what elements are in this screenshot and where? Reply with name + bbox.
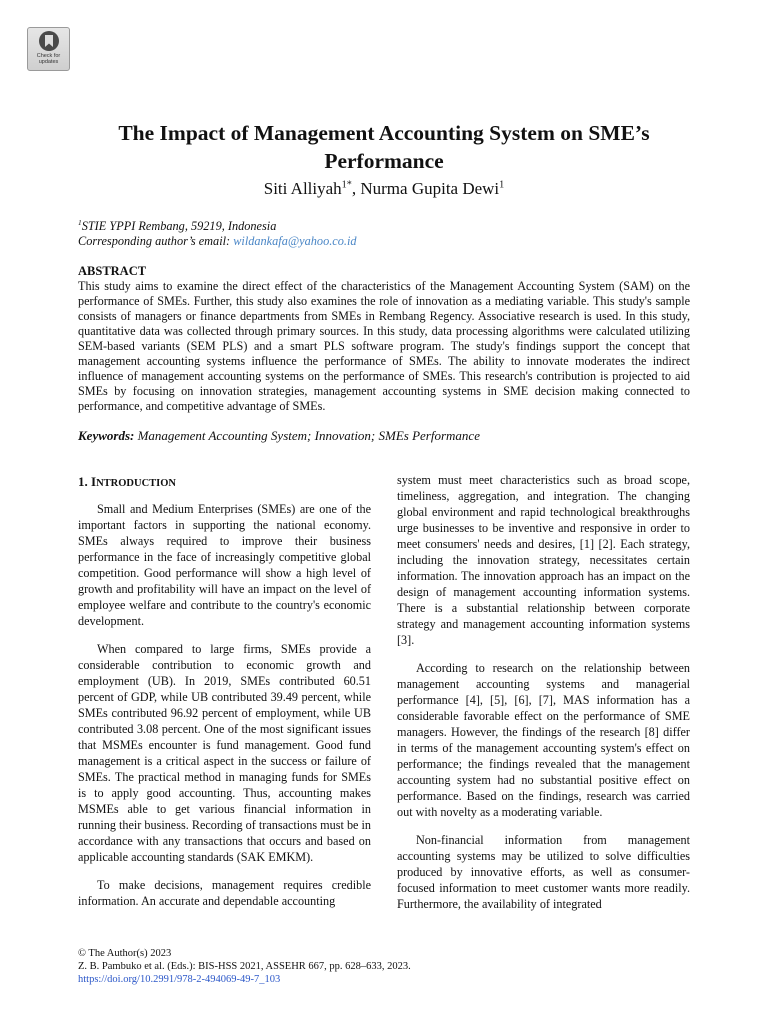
section-number: 1. xyxy=(78,474,88,489)
keywords-text: Management Accounting System; Innovation; SMEs Performance xyxy=(134,428,480,443)
body-paragraph: When compared to large firms, SMEs provide a considerable contribution to economic growth and employment (UB). In 2019, SMEs contributed 60.51 percent of GDP, while UB contributed 39.49 percent, while SMEs contributed 96.92 percent of employment, while UB contributed 3.08 percent. One of the most significant issues that MSMEs encounter is fund management. Good fund management is a critical aspect in the success or failure of SMEs. The practical method in managing funds for SMEs is to apply good accounting. Thus, accounting makes MSMEs able to get various financial information in running their business. Recording of transactions must be in accordance with any transactions that occurs and based on applicable accounting standards (SAK EMKM). xyxy=(78,642,371,864)
abstract-heading: ABSTRACT xyxy=(78,264,147,278)
affiliation xyxy=(78,219,276,234)
left-column xyxy=(78,501,371,921)
author-separator: , xyxy=(351,179,361,198)
author-line xyxy=(60,178,708,200)
author-affiliation-mark: 1 xyxy=(499,179,505,191)
affiliation-text: STIE YPPI Rembang, 59219, Indonesia xyxy=(81,219,277,233)
keywords-label: Keywords: xyxy=(78,428,135,443)
citation-line: Z. B. Pambuko et al. (Eds.): BIS-HSS 2021, ASSEHR 667, pp. 628–633, 2023. xyxy=(78,961,411,972)
section-title-initial: I xyxy=(91,474,97,489)
paper-title: The Impact of Management Accounting System on SME’s Performance xyxy=(118,121,650,173)
author-name: Siti Alliyah xyxy=(263,179,342,198)
author-name: Nurma Gupita Dewi xyxy=(360,179,500,198)
body-paragraph: According to research on the relationship between management accounting systems and managerial performance [4], [5], [6], [7], MAS information has a considerable favorable effect on the performance of SME managers. However, the findings of the research [8] differ in terms of the management accounting system's effect on performance; the findings revealed that the management accounting system had no substantial positive effect on performance. Based on the findings, research was carried out with novelty as a moderating variable. xyxy=(397,661,690,819)
author-affiliation-mark: 1* xyxy=(341,179,352,191)
abstract-body: This study aims to examine the direct effect of the characteristics of the Management Accounting System (SAM) on the performance of SMEs. Further, this study also examines the role of innovation as a mediating variable. This study's sample consists of managers or finance departments from SMEs in Rembang Regency. Associative research is used. In this study, quantitative data was collected through primary sources. In this study, data processing algorithms were calculated utilizing SEM-based variants (SEM PLS) and a smart PLS software program. The study's findings support the concept that management accounting systems influence the performance of SMEs. The ability to innovate moderates the indirect influence of management accounting systems on the performance of SMEs. This research's contribution is projected to aid SMEs by focusing on innovation strategies, management accounting systems in SME decision making connected to performance, and competitive advantage of SMEs. xyxy=(78,279,690,413)
bookmark-icon xyxy=(39,31,59,51)
body-paragraph: system must meet characteristics such as broad scope, timeliness, aggregation, and integration. The changing global environment and rapid technological breakthroughs urge businesses to be inventive and responsive in order to meet consumers' needs and desires, [1] [2]. Each strategy, including the innovation strategy, necessitates certain information. The innovation approach has an impact on the design of management accounting information systems. There is a substantial relationship between corporate strategy and management accounting information systems [3]. xyxy=(397,473,690,647)
email-link[interactable]: wildankafa@yahoo.co.id xyxy=(233,234,357,248)
badge-label: Check for updates xyxy=(36,53,61,65)
corresponding-label: Corresponding author’s email: xyxy=(78,234,234,248)
doi-link[interactable]: https://doi.org/10.2991/978-2-494069-49-7_103 xyxy=(78,974,281,985)
check-for-updates-badge[interactable] xyxy=(27,27,70,71)
corresponding-author xyxy=(78,234,357,249)
right-column xyxy=(397,472,690,924)
keywords xyxy=(78,428,690,444)
body-paragraph: To make decisions, management requires credible information. An accurate and dependable accounting xyxy=(78,878,371,908)
section-title-rest: NTRODUCTION xyxy=(96,478,176,489)
body-paragraph: Non-financial information from management accounting systems may be utilized to solve difficulties produced by innovative efforts, as well as consumer-focused information to meet customer wants more readily. Furthermore, the availability of integrated xyxy=(397,833,690,911)
body-paragraph: Small and Medium Enterprises (SMEs) are one of the important factors in supporting the national economy. SMEs always required to improve their business performance in the face of increasingly competitive global competition. Good performance will show a high level of growth and profitability will have an impact on the level of employee welfare and contribute to the country's economic development. xyxy=(78,502,371,628)
copyright-line: © The Author(s) 2023 xyxy=(78,948,172,959)
affiliation-mark: 1 xyxy=(78,217,82,227)
section-heading xyxy=(78,474,176,492)
page-footer xyxy=(78,947,411,986)
